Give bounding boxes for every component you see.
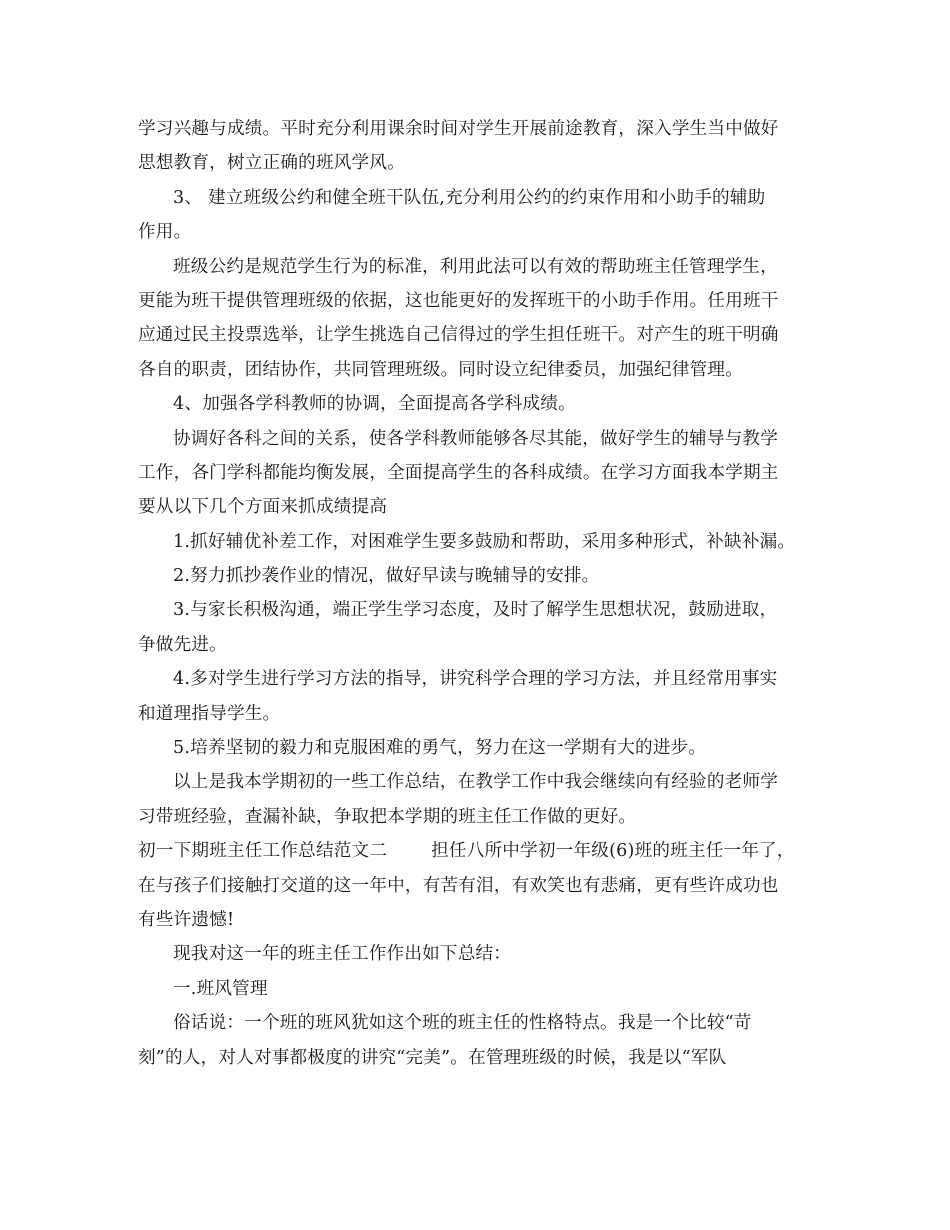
text-line: 俗话说：一个班的班风犹如这个班的班主任的性格特点。我是一个比较“苛 bbox=[173, 1013, 752, 1034]
section-heading: 初一下期班主任工作总结范文二 bbox=[138, 841, 388, 862]
text-line: 一.班风管理 bbox=[173, 978, 268, 999]
document-body bbox=[138, 112, 828, 1075]
text-line: 各自的职责，团结协作，共同管理班级。同时设立纪律委员，加强纪律管理。 bbox=[138, 359, 743, 380]
text-line: 应通过民主投票选举，让学生挑选自己信得过的学生担任班干。对产生的班干明确 bbox=[138, 325, 779, 346]
section-first-line: 担任八所中学初一年级(6)班的班主任一年了， bbox=[431, 841, 795, 862]
text-line: 思想教育，树立正确的班风学风。 bbox=[138, 153, 405, 174]
text-line: 3.与家长积极沟通，端正学生学习态度，及时了解学生思想状况，鼓励进取， bbox=[173, 600, 778, 621]
text-line: 2.努力抓抄袭作业的情况，做好早读与晚辅导的安排。 bbox=[173, 566, 600, 587]
text-line: 3、 建立班级公约和健全班干队伍,充分利用公约的约束作用和小助手的辅助 bbox=[173, 187, 766, 208]
text-line: 更能为班干提供管理班级的依据，这也能更好的发挥班干的小助手作用。任用班干 bbox=[138, 290, 779, 311]
text-line: 有些许遗憾! bbox=[138, 909, 235, 930]
text-line: 争做先进。 bbox=[138, 634, 227, 655]
paragraph-block-2 bbox=[138, 869, 828, 1075]
text-line: 以上是我本学期初的一些工作总结，在教学工作中我会继续向有经验的老师学 bbox=[173, 772, 778, 793]
text-line: 4、加强各学科教师的协调，全面提高各学科成绩。 bbox=[173, 394, 576, 415]
text-line: 学习兴趣与成绩。平时充分利用课余时间对学生开展前途教育，深入学生当中做好 bbox=[138, 119, 779, 139]
text-line: 5.培养坚韧的毅力和克服困难的勇气，努力在这一学期有大的进步。 bbox=[173, 738, 707, 759]
text-line: 1.抓好辅优补差工作，对困难学生要多鼓励和帮助，采用多种形式，补缺补漏。 bbox=[173, 531, 796, 552]
text-line: 4.多对学生进行学习方法的指导，讲究科学合理的学习方法，并且经常用事实 bbox=[173, 669, 778, 690]
text-line: 现我对这一年的班主任工作作出如下总结： bbox=[173, 944, 512, 965]
text-line: 在与孩子们接触打交道的这一年中，有苦有泪，有欢笑也有悲痛，更有些许成功也 bbox=[138, 875, 779, 896]
text-line: 和道理指导学生。 bbox=[138, 703, 281, 724]
text-line: 刻”的人，对人对事都极度的讲究“完美”。在管理班级的时候，我是以“军队 bbox=[138, 1047, 727, 1068]
section-heading-line bbox=[138, 834, 828, 868]
text-line: 要从以下几个方面来抓成绩提高 bbox=[138, 497, 388, 518]
text-line: 习带班经验，查漏补缺，争取把本学期的班主任工作做的更好。 bbox=[138, 806, 637, 827]
paragraph-block-1 bbox=[138, 112, 828, 834]
text-line: 协调好各科之间的关系，使各学科教师能够各尽其能，做好学生的辅导与教学 bbox=[173, 428, 778, 449]
text-line: 工作，各门学科都能均衡发展，全面提高学生的各科成绩。在学习方面我本学期主 bbox=[138, 462, 779, 483]
text-line: 班级公约是规范学生行为的标准，利用此法可以有效的帮助班主任管理学生， bbox=[173, 256, 778, 277]
text-line: 作用。 bbox=[138, 222, 192, 243]
